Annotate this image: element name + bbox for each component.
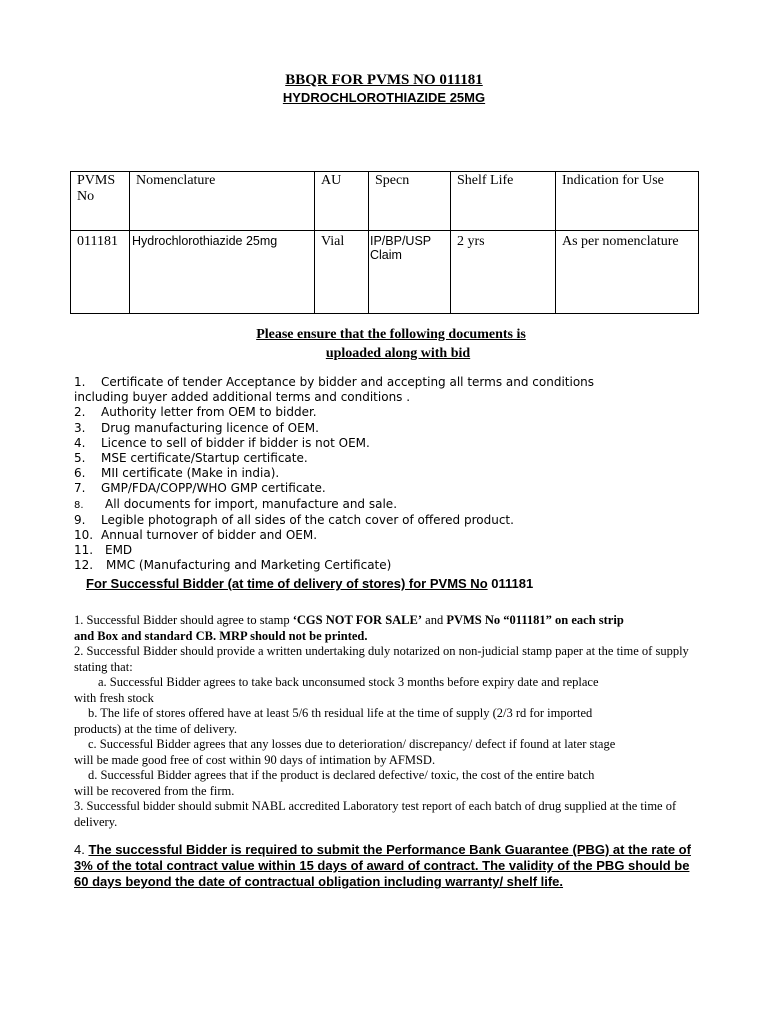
- list-item: including buyer added additional terms and conditions .: [74, 390, 411, 405]
- list-item: 6. MII certificate (Make in india).: [74, 466, 280, 481]
- list-item: 3. Drug manufacturing licence of OEM.: [74, 420, 319, 435]
- pbg-requirement: 4. The successful Bidder is required to submit the Performance Bank Guarantee (PBG) at the rate of 3% of the total contract value within 15 days of award of contract. The validity of the PBG should be 60 days beyond the date of contractual obligation including warranty/ shelf life.: [74, 842, 691, 889]
- table-header-row: [71, 172, 699, 231]
- list-item: 5. MSE certificate/Startup certificate.: [74, 451, 308, 466]
- cell-au: Vial: [315, 231, 369, 314]
- list-item: 10. Annual turnover of bidder and OEM.: [74, 528, 318, 543]
- col-header-au: AU: [315, 172, 369, 231]
- condition-2b: b. The life of stores offered have at least 5/6 th residual life at the time of supply (2/3 rd for imported: [88, 706, 593, 720]
- condition-2d: d. Successful Bidder agrees that if the product is declared defective/ toxic, the cost of the entire batch: [88, 768, 595, 782]
- condition-2d-cont: will be recovered from the firm.: [74, 783, 235, 798]
- table-row: [71, 231, 699, 314]
- list-item: 1. Certificate of tender Acceptance by bidder and accepting all terms and conditions: [74, 375, 595, 389]
- cell-shelf-life: 2 yrs: [451, 231, 556, 314]
- list-item: 4. Licence to sell of bidder if bidder is not OEM.: [74, 435, 370, 450]
- documents-heading-line2: uploaded along with bid: [325, 346, 471, 361]
- col-header-pvms: PVMS No: [71, 172, 130, 231]
- list-item: 7. GMP/FDA/COPP/WHO GMP certificate.: [74, 481, 326, 496]
- col-header-specn: Specn: [369, 172, 451, 231]
- cell-pvms: 011181: [71, 231, 130, 314]
- condition-2a: a. Successful Bidder agrees to take back unconsumed stock 3 months before expiry date and replace: [98, 675, 599, 689]
- col-header-shelf-life: Shelf Life: [451, 172, 556, 231]
- cell-nomenclature: Hydrochlorothiazide 25mg: [130, 231, 315, 314]
- list-item: 8. All documents for import, manufacture and sale.: [74, 496, 398, 511]
- condition-2a-cont: with fresh stock: [74, 690, 154, 705]
- condition-1: 1. Successful Bidder should agree to stamp ‘CGS NOT FOR SALE’ and PVMS No “011181” on each strip: [74, 613, 624, 627]
- list-item: 9. Legible photograph of all sides of the catch cover of offered product.: [74, 512, 514, 527]
- condition-2b-cont: products) at the time of delivery.: [74, 721, 238, 736]
- list-item: 11. EMD: [74, 543, 133, 558]
- documents-list: [74, 375, 714, 574]
- list-item: 2. Authority letter from OEM to bidder.: [74, 405, 317, 420]
- condition-2: 2. Successful Bidder should provide a written undertaking duly notarized on non-judicial stamp paper at the time of supply stating that:: [74, 644, 689, 674]
- page-subtitle: HYDROCHLOROTHIAZIDE 25MG: [282, 90, 486, 105]
- successful-bidder-conditions: [74, 613, 694, 830]
- item-table: [70, 171, 699, 314]
- page-title: BBQR FOR PVMS NO 011181: [285, 72, 483, 88]
- col-header-indication: Indication for Use: [556, 172, 699, 231]
- cell-indication: As per nomenclature: [556, 231, 699, 314]
- col-header-nomenclature: Nomenclature: [130, 172, 315, 231]
- cell-specn: IP/BP/USP Claim: [369, 231, 451, 314]
- condition-1-cont: and Box and standard CB. MRP should not be printed.: [74, 628, 368, 643]
- documents-heading-line1: Please ensure that the following documents is: [256, 327, 526, 342]
- list-item: 12. MMC (Manufacturing and Marketing Certificate): [74, 558, 392, 573]
- condition-3: 3. Successful bidder should submit NABL accredited Laboratory test report of each batch of drug supplied at the time of delivery.: [74, 799, 677, 829]
- successful-bidder-heading: For Successful Bidder (at time of delivery of stores) for PVMS No 011181: [86, 576, 534, 591]
- condition-2c-cont: will be made good free of cost within 90 days of intimation by AFMSD.: [74, 752, 436, 767]
- condition-2c: c. Successful Bidder agrees that any losses due to deterioration/ discrepancy/ defect if found at later stage: [88, 737, 616, 751]
